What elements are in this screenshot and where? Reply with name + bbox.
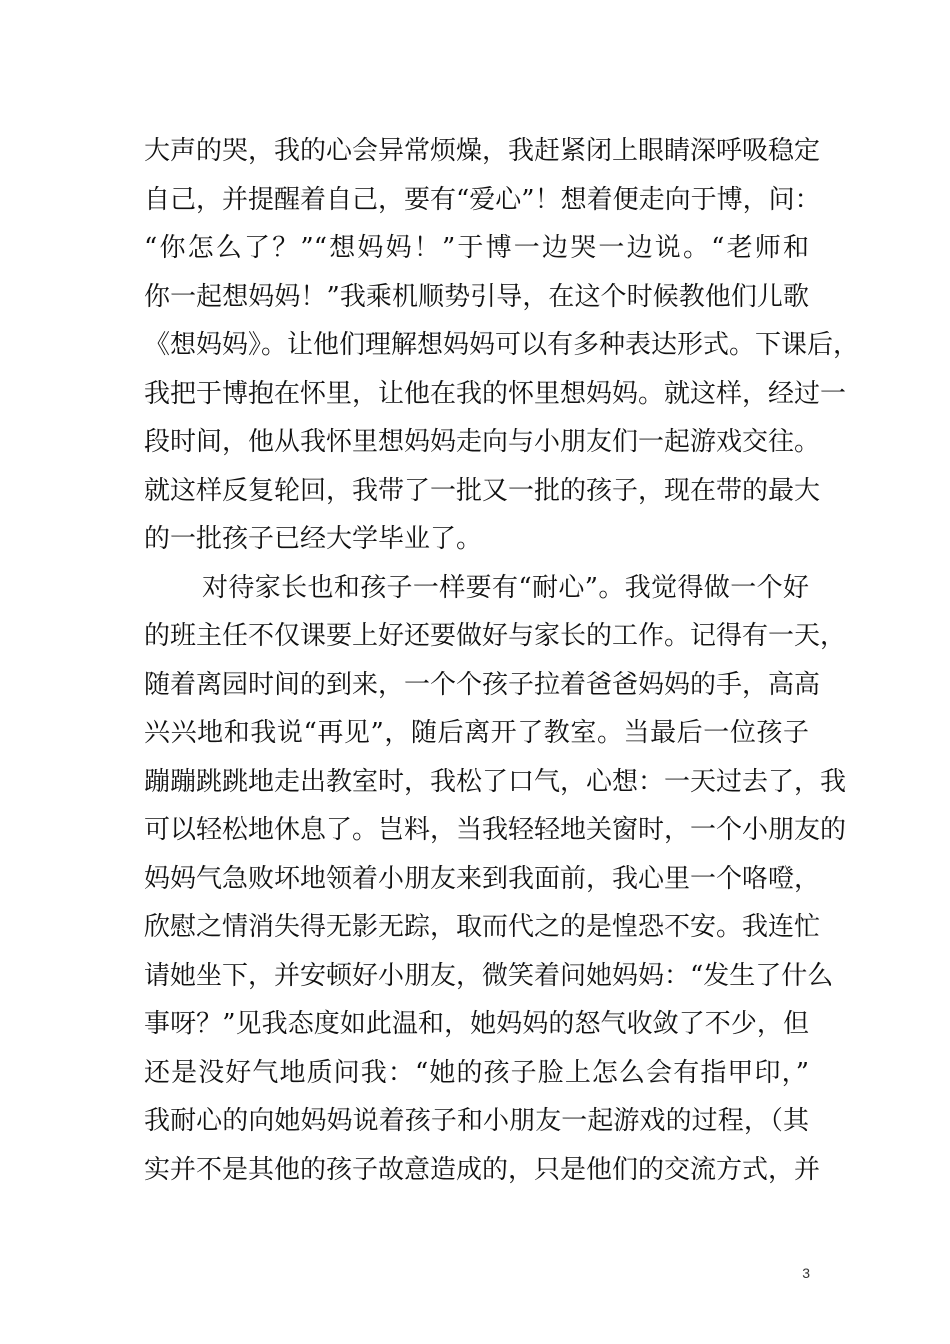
text-line-18: 请她坐下，并安顿好小朋友，微笑着问她妈妈：“发生了什么 — [144, 960, 834, 991]
text-line-5: 《想妈妈》。让他们理解想妈妈可以有多种表达形式。下课后， — [144, 330, 860, 360]
text-line-8: 就这样反复轮回，我带了一批又一批的孩子，现在带的最大 — [144, 475, 821, 506]
text-line-14: 蹦蹦跳跳地走出教室时，我松了口气，心想：一天过去了，我 — [144, 766, 847, 797]
text-line-4: 你一起想妈妈！”我乘机顺势引导，在这个时候教他们儿歌 — [144, 281, 809, 312]
text-line-2: 自己，并提醒着自己，要有“爱心”！想着便走向于博，问： — [144, 184, 821, 215]
text-line-22: 实并不是其他的孩子故意造成的，只是他们的交流方式，并 — [144, 1154, 821, 1185]
page-number: 3 — [802, 1265, 810, 1281]
text-line-13: 兴兴地和我说“再见”，随后离开了教室。当最后一位孩子 — [144, 718, 809, 748]
text-line-19: 事呀？”见我态度如此温和，她妈妈的怒气收敛了不少，但 — [144, 1009, 809, 1039]
text-line-1: 大声的哭，我的心会异常烦燥，我赶紧闭上眼睛深呼吸稳定 — [144, 136, 821, 166]
text-line-17: 欣慰之情消失得无影无踪，取而代之的是惶恐不安。我连忙 — [144, 912, 821, 942]
text-line-16: 妈妈气急败坏地领着小朋友来到我面前，我心里一个咯噔， — [144, 863, 821, 894]
text-line-10: 对待家长也和孩子一样要有“耐心”。我觉得做一个好 — [202, 572, 809, 603]
text-line-7: 段时间，他从我怀里想妈妈走向与小朋友们一起游戏交往。 — [144, 427, 821, 457]
text-line-6: 我把于博抱在怀里，让他在我的怀里想妈妈。就这样，经过一 — [144, 378, 847, 409]
text-line-12: 随着离园时间的到来，一个个孩子拉着爸爸妈妈的手，高高 — [144, 669, 821, 700]
text-line-11: 的班主任不仅课要上好还要做好与家长的工作。记得有一天， — [144, 621, 847, 651]
text-line-3: “你怎么了？”“想妈妈！”于博一边哭一边说。“老师和 — [144, 233, 809, 263]
text-line-9: 的一批孩子已经大学毕业了。 — [144, 524, 483, 554]
body-text — [144, 127, 860, 1194]
text-line-20: 还是没好气地质问我：“她的孩子脸上怎么会有指甲印，” — [144, 1057, 809, 1088]
text-line-21: 我耐心的向她妈妈说着孩子和小朋友一起游戏的过程，（其 — [144, 1106, 809, 1136]
text-line-15: 可以轻松地休息了。岂料，当我轻轻地关窗时，一个小朋友的 — [144, 815, 847, 845]
